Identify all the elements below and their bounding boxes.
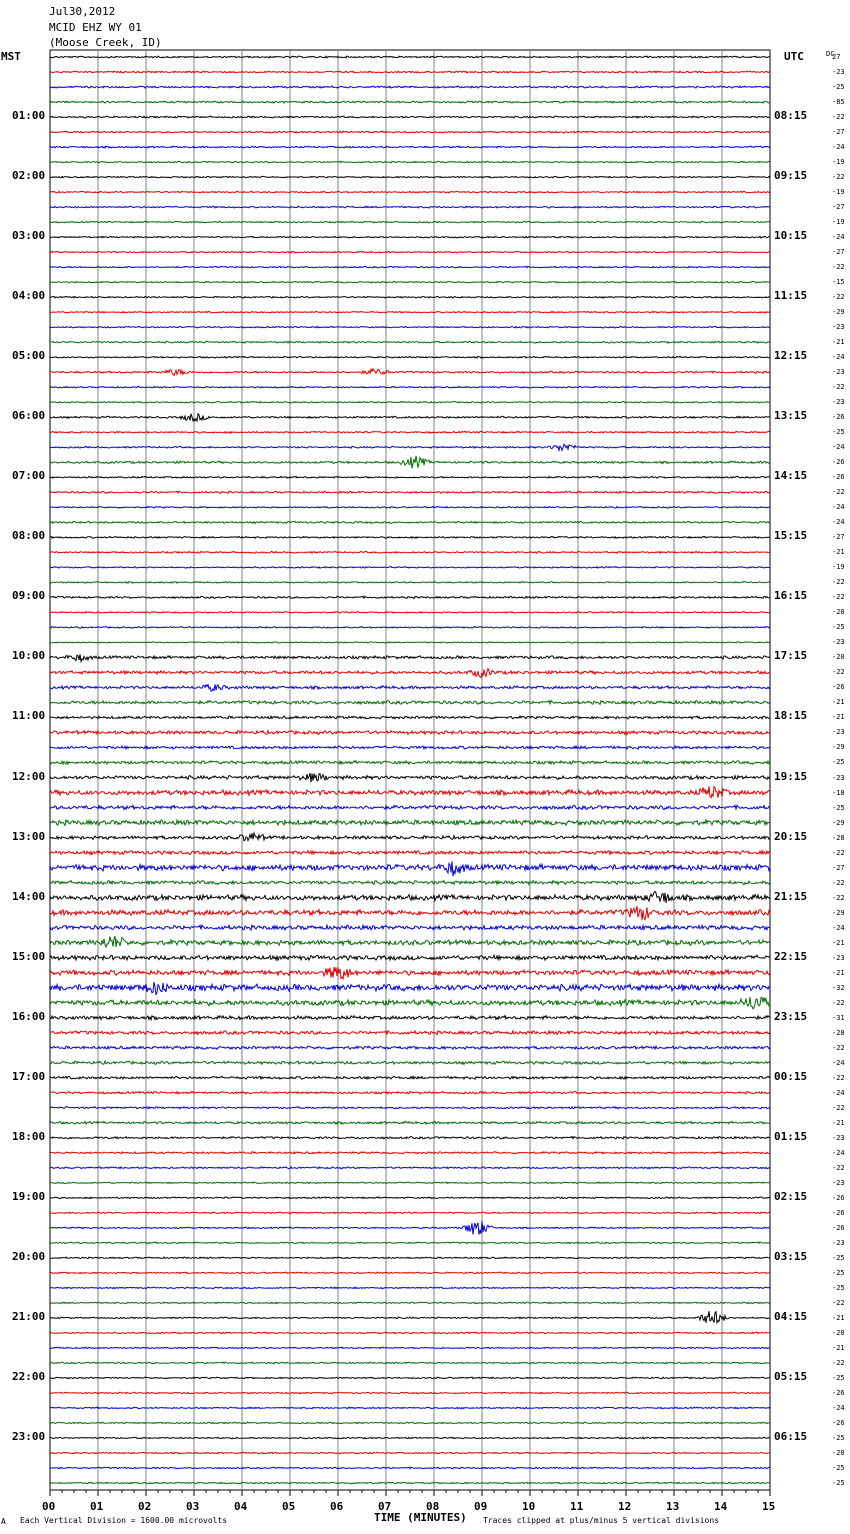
dc-offset-label: -21 [832, 698, 845, 707]
trace-row [50, 1212, 770, 1214]
trace-row [50, 1392, 770, 1394]
trace-row [50, 296, 770, 298]
dc-offset-label: -24 [832, 1058, 845, 1067]
trace-row [50, 1092, 770, 1094]
dc-offset-label: -23 [832, 398, 845, 407]
utc-hour-label: 16:15 [774, 589, 808, 603]
right-timezone-label: UTC [784, 50, 804, 63]
mst-hour-label: 04:00 [12, 289, 46, 303]
dc-offset-label: -26 [832, 683, 845, 692]
dc-offset-label: -22 [832, 1163, 845, 1172]
x-tick-label: 12 [618, 1500, 632, 1513]
utc-hour-label: 08:15 [774, 109, 808, 123]
x-tick-label: 09 [474, 1500, 488, 1513]
trace-row [50, 1197, 770, 1199]
mst-hour-label: 17:00 [12, 1069, 46, 1083]
trace-row [50, 536, 770, 538]
x-tick-label: 04 [234, 1500, 248, 1513]
utc-hour-label: 23:15 [774, 1009, 808, 1023]
dc-offset-label: -24 [832, 518, 845, 527]
trace-row [50, 1257, 770, 1259]
dc-offset-label: -22 [832, 893, 845, 902]
x-tick-label: 08 [426, 1500, 440, 1513]
trace-row [50, 341, 770, 343]
trace-row [50, 491, 770, 493]
mst-hour-label: 22:00 [12, 1369, 46, 1383]
dc-offset-label: -23 [832, 1238, 845, 1247]
dc-offset-label: -25 [832, 1479, 845, 1487]
dc-offset-label: -26 [832, 1418, 845, 1427]
trace-row [50, 1272, 770, 1274]
trace-row [50, 176, 770, 178]
trace-row [50, 146, 770, 148]
trace-row [50, 56, 770, 58]
dc-offset-label: -24 [832, 143, 845, 152]
dc-offset-label: -29 [832, 908, 845, 917]
dc-offset-label: -23 [832, 68, 845, 76]
mst-hour-label: 07:00 [12, 469, 46, 483]
x-tick-label: 14 [714, 1500, 728, 1513]
trace-row [50, 1061, 770, 1064]
dc-offset-label: -22 [832, 263, 845, 272]
trace-row [50, 161, 770, 163]
trace-row [50, 967, 770, 979]
trace-row [50, 1242, 770, 1244]
trace-row [50, 101, 770, 103]
dc-offset-label: -25 [832, 1433, 845, 1442]
x-tick-label: 10 [522, 1500, 536, 1513]
header-station: MCID EHZ WY 01 [49, 21, 142, 34]
mst-hour-label: 03:00 [12, 229, 46, 243]
trace-row [50, 1046, 770, 1049]
trace-row [50, 1482, 770, 1484]
mst-hour-label: 11:00 [12, 709, 46, 723]
dc-offset-label: -24 [832, 503, 845, 512]
trace-row [50, 746, 770, 749]
mst-hour-label: 18:00 [12, 1129, 46, 1143]
dc-offset-label: -26 [832, 1208, 845, 1217]
trace-row [50, 311, 770, 313]
dc-offset-label: -25 [832, 428, 845, 437]
dc-offset-label: -23 [832, 323, 845, 332]
dc-offset-label: -25 [832, 803, 845, 812]
dc-offset-label: -24 [832, 923, 845, 932]
dc-offset-label: -23 [832, 638, 845, 647]
trace-row [50, 891, 770, 903]
trace-row [50, 71, 770, 73]
trace-row [50, 1377, 770, 1379]
trace-row [50, 1167, 770, 1169]
trace-row [50, 654, 770, 661]
trace-row [50, 596, 770, 598]
header-date: Jul30,2012 [49, 5, 116, 18]
utc-hour-label: 10:15 [774, 229, 808, 243]
dc-offset-label: -26 [832, 473, 845, 482]
clip-note: Traces clipped at plus/minus 5 vertical divisions [483, 1516, 720, 1525]
utc-hour-label: 09:15 [774, 169, 808, 183]
dc-offset-label: -24 [832, 1403, 845, 1412]
x-tick-label: 03 [186, 1500, 200, 1513]
mst-hour-label: 20:00 [12, 1249, 46, 1263]
dc-offset-label: -19 [832, 218, 845, 227]
dc-offset-label: -22 [832, 1298, 845, 1307]
mst-hour-label: 14:00 [12, 889, 46, 903]
dc-offset-label: -20 [832, 608, 845, 617]
utc-hour-label: 17:15 [774, 649, 808, 663]
trace-row [50, 356, 770, 358]
dc-offset-label: -24 [832, 1088, 845, 1097]
dc-offset-label: -27 [832, 203, 845, 212]
x-tick-label: 05 [282, 1500, 296, 1513]
trace-row [50, 1347, 770, 1349]
trace-row [50, 431, 770, 433]
trace-row [50, 266, 770, 268]
dc-offset-label: -19 [832, 563, 845, 572]
dc-offset-label: -29 [832, 743, 845, 752]
trace-row [50, 1121, 770, 1124]
trace-row [50, 1311, 770, 1323]
x-axis-label: TIME (MINUTES) [374, 1511, 467, 1524]
dc-offset-label: -26 [832, 413, 845, 422]
dc-offset-label: -24 [832, 233, 845, 242]
trace-row [50, 1182, 770, 1184]
dc-offset-label: -28 [832, 1028, 845, 1037]
x-tick-label: 11 [570, 1500, 584, 1513]
trace-row [50, 982, 770, 995]
dc-offset-label: -25 [832, 1253, 845, 1262]
trace-row [50, 456, 770, 469]
dc-offset-label: -22 [832, 593, 845, 602]
dc-offset-label: -26 [832, 1388, 845, 1397]
x-tick-label: 15 [762, 1500, 776, 1513]
trace-row [50, 906, 770, 920]
utc-hour-label: 01:15 [774, 1129, 808, 1143]
trace-row [50, 369, 770, 376]
dc-offset-label: -20 [832, 653, 845, 662]
dc-offset-label: -22 [832, 113, 845, 122]
dc-offset-label: -19 [832, 188, 845, 197]
trace-row [50, 833, 770, 841]
dc-offset-label: -23 [832, 728, 845, 737]
dc-offset-label: -22 [832, 1103, 845, 1112]
trace-row [50, 567, 770, 569]
utc-hour-label: 11:15 [774, 289, 808, 303]
dc-offset-label: -85 [832, 98, 845, 107]
mst-hour-label: 01:00 [12, 109, 46, 123]
dc-offset-label: -23 [832, 773, 845, 782]
trace-row [50, 805, 770, 809]
dc-offset-label: -22 [832, 173, 845, 182]
utc-hour-label: 05:15 [774, 1369, 808, 1383]
utc-hour-label: 06:15 [774, 1429, 808, 1443]
trace-row [50, 881, 770, 885]
trace-row [50, 1152, 770, 1154]
trace-row [50, 1437, 770, 1439]
dc-offset-label: -29 [832, 818, 845, 827]
scale-note: Each Vertical Division = 1600.00 microvolts [20, 1516, 228, 1525]
x-tick-label: 02 [138, 1500, 152, 1513]
trace-row [50, 1221, 770, 1234]
trace-row [50, 236, 770, 238]
dc-offset-label: -26 [832, 1193, 845, 1202]
utc-hour-label: 04:15 [774, 1309, 808, 1323]
left-timezone-label: MST [1, 50, 21, 63]
dc-offset-label: -21 [832, 968, 845, 977]
trace-row [50, 612, 770, 614]
dc-offset-label: -21 [832, 1343, 845, 1352]
dc-offset-label: -31 [832, 1013, 845, 1022]
mst-hour-label: 19:00 [12, 1189, 46, 1203]
dc-offset-label: -22 [832, 998, 845, 1007]
dc-offset-label: -25 [832, 1268, 845, 1277]
trace-row [50, 551, 770, 553]
utc-hour-label: 20:15 [774, 829, 808, 843]
dc-offset-label: -32 [832, 983, 845, 992]
dc-offset-label: 27 [832, 53, 841, 61]
trace-row [50, 716, 770, 719]
dc-offset-label: -18 [832, 788, 845, 797]
dc-offset-label: -27 [832, 128, 845, 137]
trace-row [50, 1016, 770, 1020]
mst-hour-label: 13:00 [12, 829, 46, 843]
trace-row [50, 582, 770, 584]
trace-row [50, 1302, 770, 1304]
dc-offset-label: -24 [832, 353, 845, 362]
dc-offset-label: -25 [832, 1373, 845, 1382]
dc-offset-label: -22 [832, 1043, 845, 1052]
mst-hour-label: 02:00 [12, 169, 46, 183]
corner-mark: A [1, 1517, 6, 1526]
dc-offset-label: -21 [832, 713, 845, 722]
utc-hour-label: 15:15 [774, 529, 808, 543]
dc-label: DC [826, 50, 835, 58]
trace-row [50, 1452, 770, 1454]
mst-hour-label: 21:00 [12, 1309, 46, 1323]
dc-offset-label: -22 [832, 1073, 845, 1082]
dc-offset-label: -22 [832, 488, 845, 497]
trace-row [50, 414, 770, 421]
dc-offset-label: -15 [832, 278, 845, 287]
dc-offset-label: -19 [832, 158, 845, 167]
dc-offset-label: -27 [832, 533, 845, 542]
mst-hour-label: 10:00 [12, 649, 46, 663]
trace-row [50, 1332, 770, 1334]
x-tick-label: 01 [90, 1500, 104, 1513]
utc-hour-label: 13:15 [774, 409, 808, 423]
dc-offset-label: -23 [832, 1133, 845, 1142]
trace-row [50, 642, 770, 643]
header-location: (Moose Creek, ID) [49, 36, 162, 49]
trace-row [50, 861, 770, 876]
mst-hour-label: 09:00 [12, 589, 46, 603]
x-tick-label: 13 [666, 1500, 680, 1513]
dc-offset-label: -21 [832, 548, 845, 557]
mst-hour-label: 08:00 [12, 529, 46, 543]
trace-row [50, 955, 770, 960]
trace-row [50, 251, 770, 253]
dc-offset-label: -23 [832, 953, 845, 962]
x-tick-label: 06 [330, 1500, 344, 1513]
dc-offset-label: -20 [832, 1328, 845, 1337]
dc-offset-label: -25 [832, 1283, 845, 1292]
trace-row [50, 701, 770, 705]
utc-hour-label: 03:15 [774, 1249, 808, 1263]
trace-row [50, 851, 770, 855]
trace-row [50, 1287, 770, 1289]
x-tick-label: 07 [378, 1500, 392, 1513]
trace-row [50, 521, 770, 523]
trace-row [50, 684, 770, 691]
trace-row [50, 1467, 770, 1469]
dc-offset-label: -22 [832, 848, 845, 857]
trace-row [50, 1031, 770, 1035]
dc-offset-label: -24 [832, 443, 845, 452]
trace-row [50, 925, 770, 930]
mst-hour-label: 12:00 [12, 769, 46, 783]
mst-hour-label: 23:00 [12, 1429, 46, 1443]
utc-hour-label: 02:15 [774, 1189, 808, 1203]
trace-row [50, 669, 770, 678]
x-tick-label: 00 [42, 1500, 56, 1513]
dc-offset-label: -26 [832, 1223, 845, 1232]
dc-offset-label: -22 [832, 878, 845, 887]
utc-hour-label: 18:15 [774, 709, 808, 723]
trace-row [50, 1422, 770, 1424]
dc-offset-label: -29 [832, 308, 845, 317]
utc-hour-label: 00:15 [774, 1069, 808, 1083]
utc-hour-label: 14:15 [774, 469, 808, 483]
trace-row [50, 326, 770, 328]
dc-offset-label: -27 [832, 863, 845, 872]
trace-row [50, 936, 770, 947]
trace-row [50, 131, 770, 133]
dc-offset-label: -21 [832, 1313, 845, 1322]
dc-offset-label: -22 [832, 668, 845, 677]
mst-hour-label: 06:00 [12, 409, 46, 423]
trace-row [50, 191, 770, 193]
dc-offset-label: -22 [832, 383, 845, 392]
dc-offset-label: -25 [832, 1463, 845, 1472]
trace-row [50, 786, 770, 798]
trace-row [50, 386, 770, 388]
trace-row [50, 1076, 770, 1079]
trace-row [50, 402, 770, 404]
mst-hour-label: 15:00 [12, 949, 46, 963]
trace-row [50, 627, 770, 629]
dc-offset-label: -20 [832, 1448, 845, 1457]
trace-row [50, 773, 770, 782]
dc-offset-label: -25 [832, 83, 845, 92]
trace-row [50, 820, 770, 825]
trace-row [50, 761, 770, 764]
dc-offset-label: -23 [832, 368, 845, 377]
dc-offset-label: -21 [832, 1118, 845, 1127]
dc-offset-label: -25 [832, 623, 845, 632]
mst-hour-label: 16:00 [12, 1009, 46, 1023]
mst-hour-label: 05:00 [12, 349, 46, 363]
dc-offset-label: -28 [832, 833, 845, 842]
dc-offset-label: -26 [832, 458, 845, 467]
trace-row [50, 1407, 770, 1409]
dc-offset-label: -22 [832, 293, 845, 302]
dc-offset-label: -27 [832, 248, 845, 257]
dc-offset-label: -25 [832, 758, 845, 767]
trace-row [50, 507, 770, 509]
trace-row [50, 116, 770, 118]
utc-hour-label: 22:15 [774, 949, 808, 963]
trace-row [50, 281, 770, 283]
trace-row [50, 206, 770, 208]
dc-offset-label: -22 [832, 578, 845, 587]
plot-frame [50, 50, 770, 1490]
dc-offset-label: -23 [832, 1178, 845, 1187]
trace-row [50, 997, 770, 1009]
dc-offset-label: -21 [832, 938, 845, 947]
dc-offset-label: -22 [832, 1358, 845, 1367]
utc-hour-label: 19:15 [774, 769, 808, 783]
trace-row [50, 1362, 770, 1364]
utc-hour-label: 21:15 [774, 889, 808, 903]
trace-row [50, 444, 770, 450]
trace-row [50, 731, 770, 735]
trace-row [50, 86, 770, 88]
trace-row [50, 1137, 770, 1140]
trace-row [50, 476, 770, 478]
dc-offset-label: -21 [832, 338, 845, 347]
trace-row [50, 1107, 770, 1109]
dc-offset-label: -24 [832, 1148, 845, 1157]
utc-hour-label: 12:15 [774, 349, 808, 363]
trace-row [50, 221, 770, 223]
